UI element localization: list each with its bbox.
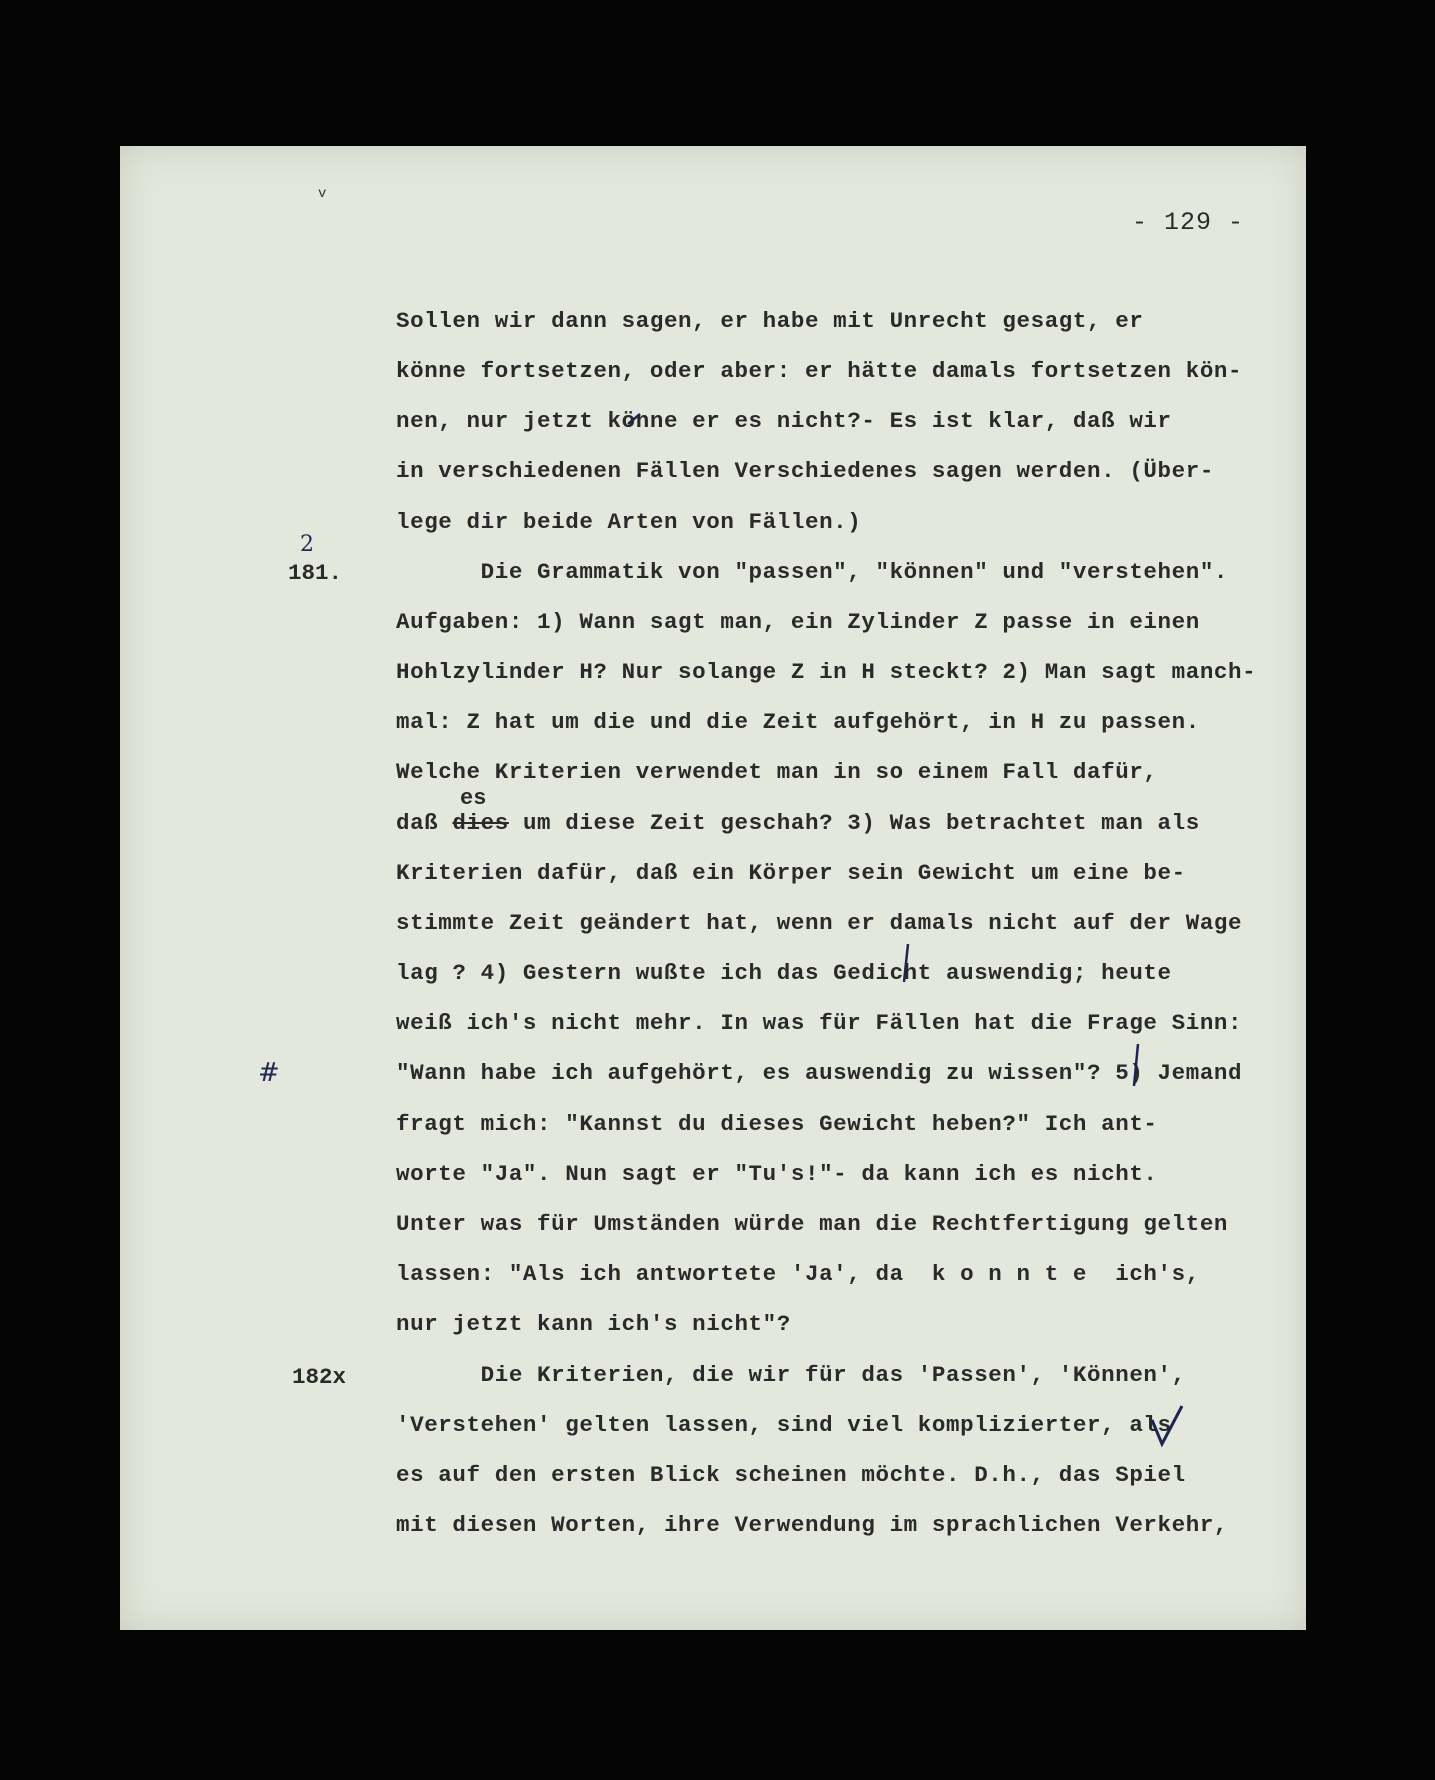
text-line-12: Kriterien dafür, daß ein Körper sein Gewicht um eine be- bbox=[396, 860, 1186, 886]
text-line-15: weiß ich's nicht mehr. In was für Fällen hat die Frage Sinn: bbox=[396, 1010, 1243, 1036]
text-line-1: Sollen wir dann sagen, er habe mit Unrecht gesagt, er bbox=[396, 308, 1144, 334]
remark-number-181: 181. bbox=[288, 560, 343, 586]
text-line-2: könne fortsetzen, oder aber: er hätte damals fortsetzen kön- bbox=[396, 358, 1243, 384]
text-line-25: mit diesen Worten, ihre Verwendung im sprachlichen Verkehr, bbox=[396, 1512, 1229, 1538]
top-tick-mark: v bbox=[318, 186, 327, 202]
line-11-prefix: daß bbox=[396, 810, 439, 836]
handwritten-correction-2: 2 bbox=[300, 532, 314, 557]
text-line-7: Aufgaben: 1) Wann sagt man, ein Zylinder Z passe in einen bbox=[396, 609, 1200, 635]
page-number: - 129 - bbox=[1132, 208, 1245, 237]
text-line-21: nur jetzt kann ich's nicht"? bbox=[396, 1311, 791, 1337]
text-line-18: worte "Ja". Nun sagt er "Tu's!"- da kann ich es nicht. bbox=[396, 1161, 1158, 1187]
text-line-4: in verschiedenen Fällen Verschiedenes sagen werden. (Über- bbox=[396, 458, 1214, 484]
text-line-13: stimmte Zeit geändert hat, wenn er damals nicht auf der Wage bbox=[396, 910, 1243, 936]
text-line-6: Die Grammatik von "passen", "können" und "verstehen". bbox=[396, 559, 1229, 585]
text-line-3: nen, nur jetzt könne er es nicht?- Es ist klar, daß wir bbox=[396, 408, 1172, 434]
text-line-22: Die Kriterien, die wir für das 'Passen', 'Können', bbox=[396, 1362, 1186, 1388]
text-line-5: lege dir beide Arten von Fällen.) bbox=[396, 509, 862, 535]
text-line-9: mal: Z hat um die und die Zeit aufgehört, in H zu passen. bbox=[396, 709, 1200, 735]
text-line-20: lassen: "Als ich antwortete 'Ja', da k o n n t e ich's, bbox=[396, 1261, 1200, 1287]
text-line-23: 'Verstehen' gelten lassen, sind viel komplizierter, als bbox=[396, 1412, 1172, 1438]
text-line-8: Hohlzylinder H? Nur solange Z in H steckt? 2) Man sagt manch- bbox=[396, 659, 1257, 685]
handwritten-hash-mark: # bbox=[258, 1058, 280, 1088]
text-line-10: Welche Kriterien verwendet man in so einem Fall dafür, bbox=[396, 759, 1158, 785]
text-line-14: lag ? 4) Gestern wußte ich das Gedicht auswendig; heute bbox=[396, 960, 1172, 986]
struck-word: dies bbox=[452, 810, 509, 836]
text-line-17: fragt mich: "Kannst du dieses Gewicht heben?" Ich ant- bbox=[396, 1111, 1158, 1137]
line-11-rest: um diese Zeit geschah? 3) Was betrachtet man als bbox=[522, 810, 1200, 836]
text-line-11 bbox=[396, 812, 1200, 835]
text-line-19: Unter was für Umständen würde man die Rechtfertigung gelten bbox=[396, 1211, 1229, 1237]
text-line-16: "Wann habe ich aufgehört, es auswendig zu wissen"? 5) Jemand bbox=[396, 1060, 1243, 1086]
text-line-24: es auf den ersten Blick scheinen möchte. D.h., das Spiel bbox=[396, 1462, 1186, 1488]
inserted-word-es: es bbox=[460, 786, 487, 811]
remark-number-182: 182x bbox=[292, 1364, 347, 1390]
